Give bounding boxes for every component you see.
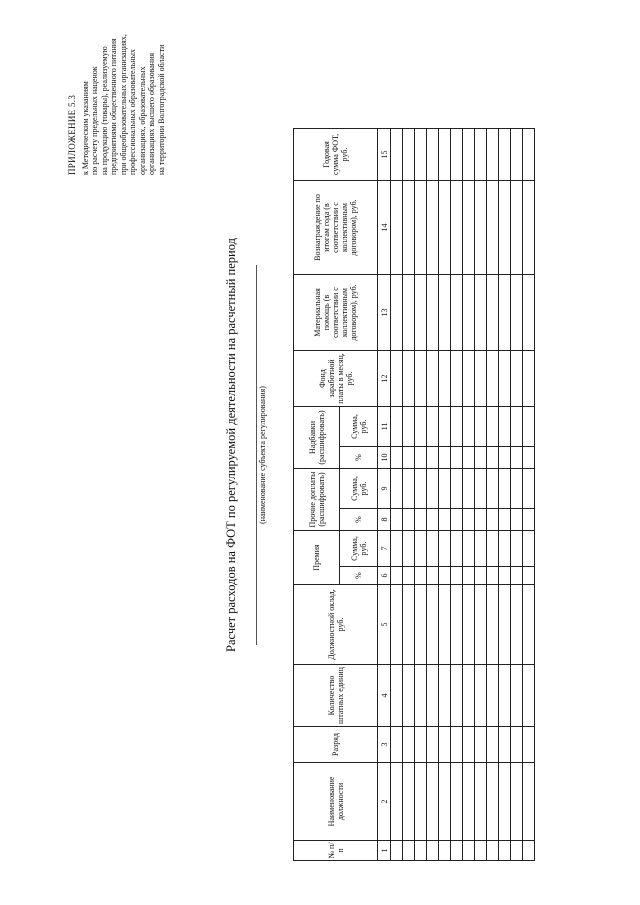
header-extra-percent: % [340,447,378,469]
table-cell [415,275,427,351]
appendix-line: профессиональных образовательных [128,49,137,175]
table-cell [487,567,499,585]
table-cell [511,531,523,567]
table-cell [463,531,475,567]
table-row [415,129,427,861]
table-cell [391,351,403,407]
table-cell [439,447,451,469]
table-cell [439,407,451,447]
subject-underline [256,265,257,645]
table-cell [403,351,415,407]
table-cell [523,727,535,763]
table-cell [487,585,499,665]
table-cell [415,407,427,447]
table-cell [463,447,475,469]
column-number: 4 [378,665,391,727]
table-cell [499,763,511,841]
table-cell [499,531,511,567]
column-number: 3 [378,727,391,763]
table-cell [415,181,427,275]
table-cell [475,509,487,531]
table-cell [415,509,427,531]
column-number: 7 [378,531,391,567]
table-cell [475,763,487,841]
table-cell [475,407,487,447]
header-extra: Надбавки (расшифровать) [294,407,340,469]
header-grade: Разряд [294,727,378,763]
table-cell [511,665,523,727]
table-cell [487,509,499,531]
table-cell [511,763,523,841]
column-number-row [378,129,391,861]
table-cell [463,181,475,275]
table-cell [523,567,535,585]
table-cell [403,585,415,665]
column-number: 6 [378,567,391,585]
table-cell [403,509,415,531]
table-cell [523,509,535,531]
column-number: 2 [378,763,391,841]
table-cell [523,585,535,665]
column-number: 11 [378,407,391,447]
column-number: 10 [378,447,391,469]
table-cell [415,727,427,763]
table-row [511,129,523,861]
table-cell [439,727,451,763]
table-cell [415,665,427,727]
appendix-note [68,0,166,175]
table-cell [391,181,403,275]
table-cell [463,841,475,861]
table-cell [391,585,403,665]
header-extra-sum: Сумма, руб. [340,407,378,447]
table-cell [475,129,487,181]
table-cell [463,275,475,351]
table-row [487,129,499,861]
appendix-title: ПРИЛОЖЕНИЕ 5.3 [67,94,77,175]
header-aid: Материальная помощь (в соответствии с коллективным договором), руб. [294,275,378,351]
table-cell [463,469,475,509]
header-no: № п/п [294,841,378,861]
table-cell [451,129,463,181]
appendix-line: на продукцию (товары), реализуемую [99,46,109,175]
table-cell [415,351,427,407]
table-cell [499,447,511,469]
table-cell [499,407,511,447]
table-cell [403,407,415,447]
table-cell [463,351,475,407]
table-row [523,129,535,861]
table-cell [427,469,439,509]
table-cell [487,841,499,861]
table-cell [391,129,403,181]
table-cell [403,763,415,841]
table-cell [511,727,523,763]
table-cell [475,665,487,727]
table-cell [451,509,463,531]
table-cell [523,407,535,447]
table-cell [439,129,451,181]
table-cell [463,727,475,763]
header-salary: Должностной оклад, руб. [294,585,378,665]
table-cell [451,841,463,861]
table-cell [511,181,523,275]
table-cell [523,275,535,351]
table-cell [451,469,463,509]
table-cell [463,585,475,665]
table-cell [463,665,475,727]
table-cell [403,469,415,509]
header-count: Количество штатных единиц [294,665,378,727]
column-number: 13 [378,275,391,351]
table-cell [427,665,439,727]
subject-caption: (наименование субъекта регулирования) [258,386,267,524]
table-cell [523,351,535,407]
appendix-line: при общеобразовательных организациях, [118,34,128,175]
table-cell [439,567,451,585]
header-fund: Фонд заработной платы в месяц, руб. [294,351,378,407]
table-cell [427,129,439,181]
table-cell [499,727,511,763]
header-bonus-sum: Сумма, руб. [340,531,378,567]
table-cell [415,585,427,665]
table-cell [511,567,523,585]
table-cell [463,129,475,181]
table-row [403,129,415,861]
table-cell [391,567,403,585]
table-cell [451,275,463,351]
appendix-line: к Методическим указаниям [80,81,90,175]
table-cell [475,181,487,275]
table-row [427,129,439,861]
column-number: 9 [378,469,391,509]
column-number: 8 [378,509,391,531]
column-number: 15 [378,129,391,181]
table-cell [415,763,427,841]
table-cell [487,407,499,447]
table-cell [403,665,415,727]
table-cell [451,407,463,447]
table-cell [403,275,415,351]
table-cell [499,275,511,351]
table-cell [391,469,403,509]
table-cell [391,447,403,469]
table-row [463,129,475,861]
column-number: 1 [378,841,391,861]
table-cell [427,841,439,861]
table-cell [415,447,427,469]
table-cell [463,509,475,531]
table-cell [451,531,463,567]
table-cell [475,447,487,469]
table-cell [439,509,451,531]
table-cell [487,469,499,509]
table-cell [475,727,487,763]
table-cell [487,763,499,841]
header-annual: Годовая сумма ФОТ, руб. [294,129,378,181]
table-cell [451,763,463,841]
table-cell [391,275,403,351]
table-cell [499,567,511,585]
table-cell [415,841,427,861]
header-name: Наименование должности [294,763,378,841]
table-row [499,129,511,861]
table-cell [511,585,523,665]
appendix-line: организациях, образовательных [137,66,147,175]
table-cell [523,531,535,567]
table-cell [487,351,499,407]
table-cell [511,509,523,531]
table-cell [511,275,523,351]
table-cell [439,181,451,275]
table-cell [499,181,511,275]
table-cell [427,531,439,567]
table-cell [499,129,511,181]
table-cell [427,727,439,763]
table-cell [463,567,475,585]
table-cell [427,585,439,665]
table-row [475,129,487,861]
table-cell [511,841,523,861]
table-cell [487,447,499,469]
table-cell [391,531,403,567]
table-cell [475,469,487,509]
table-cell [391,841,403,861]
table-cell [475,585,487,665]
table-cell [487,181,499,275]
table-cell [499,665,511,727]
table-cell [391,509,403,531]
appendix-line: на территории Волгоградской области [156,44,166,175]
fot-table [293,128,535,861]
table-cell [523,665,535,727]
table-cell [475,531,487,567]
header-reward: Вознаграждение по итогам года (в соответствии с коллективным договором), руб. [294,181,378,275]
table-cell [487,727,499,763]
table-row [439,129,451,861]
table-cell [439,665,451,727]
table-row [451,129,463,861]
table-cell [391,727,403,763]
table-row [391,129,403,861]
table-cell [415,567,427,585]
table-cell [439,531,451,567]
table-cell [439,763,451,841]
table-cell [403,531,415,567]
table-cell [403,181,415,275]
table-cell [499,469,511,509]
table-cell [439,275,451,351]
table-cell [523,469,535,509]
column-number: 5 [378,585,391,665]
table-cell [523,181,535,275]
table-cell [487,275,499,351]
table-cell [511,407,523,447]
header-bonus: Премия [294,531,340,585]
table-cell [391,407,403,447]
table-cell [487,129,499,181]
table-cell [499,585,511,665]
table-cell [439,469,451,509]
table-cell [451,567,463,585]
appendix-line: предприятиями общественного питания [109,38,118,175]
table-cell [475,275,487,351]
table-cell [475,351,487,407]
table-cell [511,129,523,181]
table-cell [523,129,535,181]
table-cell [427,181,439,275]
table-cell [463,407,475,447]
table-cell [499,509,511,531]
table-cell [439,841,451,861]
table-cell [499,351,511,407]
table-cell [475,841,487,861]
table-cell [439,585,451,665]
table-cell [439,351,451,407]
table-cell [403,567,415,585]
table-cell [403,841,415,861]
table-cell [427,351,439,407]
table-cell [451,665,463,727]
header-bonus-percent: % [340,567,378,585]
table-cell [415,129,427,181]
table-cell [391,665,403,727]
table-cell [463,763,475,841]
table-cell [451,585,463,665]
table-cell [391,763,403,841]
table-cell [475,567,487,585]
table-cell [451,181,463,275]
table-cell [427,447,439,469]
appendix-line: организациях высшего образования [147,52,156,175]
table-cell [427,407,439,447]
table-cell [487,531,499,567]
table-cell [499,841,511,861]
header-other-percent: % [340,509,378,531]
table-cell [451,727,463,763]
table-cell [427,509,439,531]
table-cell [403,447,415,469]
table-cell [403,129,415,181]
document-title: Расчет расходов на ФОТ по регулируемой деятельности на расчетный период [224,238,238,652]
table-cell [427,763,439,841]
table-cell [523,763,535,841]
column-number: 12 [378,351,391,407]
table-cell [511,351,523,407]
table-cell [451,447,463,469]
header-other: Прочие доплаты (расшифровать) [294,469,340,531]
column-number: 14 [378,181,391,275]
table-cell [487,665,499,727]
table-cell [511,469,523,509]
appendix-line: по расчету предельных наценок [90,66,99,175]
table-cell [451,351,463,407]
table-cell [523,841,535,861]
table-cell [415,469,427,509]
table-cell [523,447,535,469]
table-cell [427,567,439,585]
table-cell [427,275,439,351]
header-other-sum: Сумма, руб. [340,469,378,509]
table-cell [511,447,523,469]
table-cell [415,531,427,567]
table-cell [403,727,415,763]
